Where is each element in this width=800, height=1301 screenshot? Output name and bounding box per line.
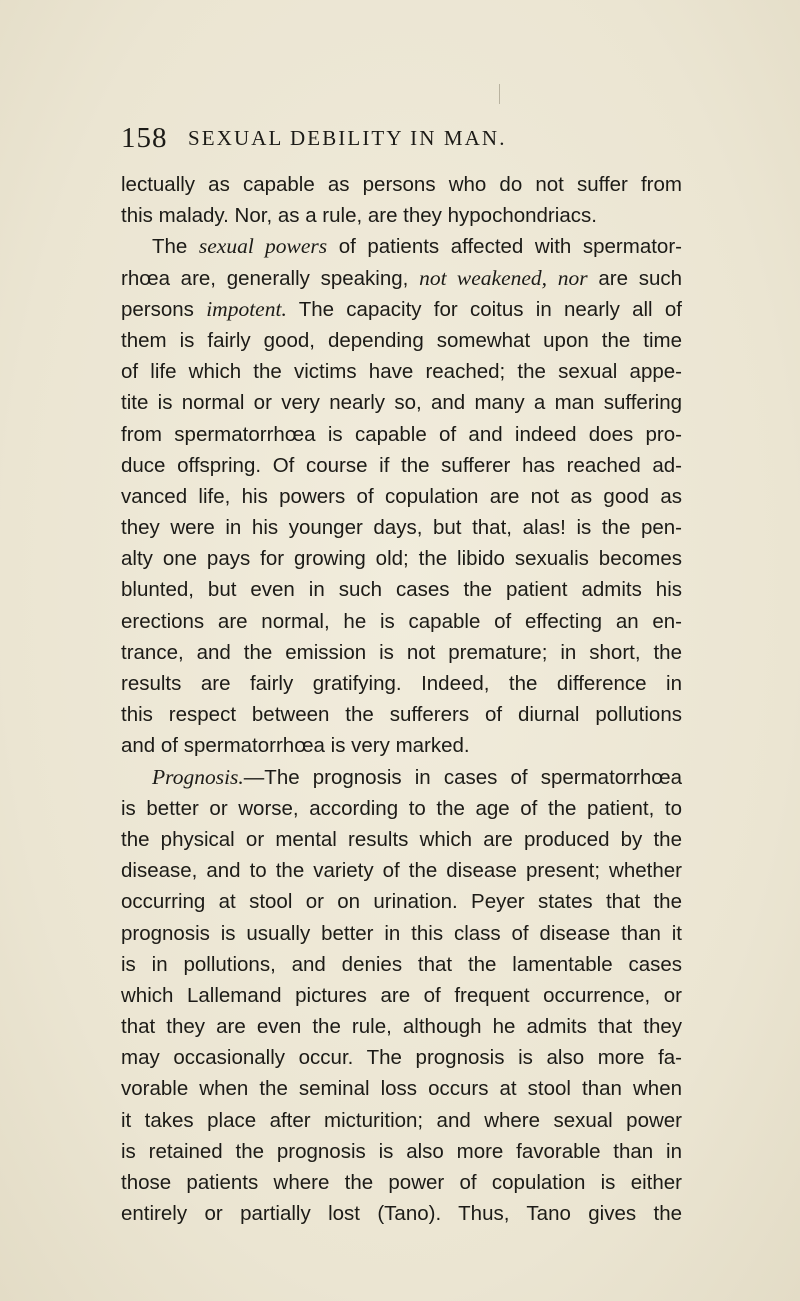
text-line	[121, 263, 682, 294]
text-line: erections are normal, he is capable of effecting an en-	[121, 609, 682, 633]
text-line: is retained the prognosis is also more favorable than in	[121, 1139, 682, 1163]
text-line: of life which the victims have reached; the sexual appe-	[121, 360, 682, 384]
text-line: this respect between the sufferers of diurnal pollutions	[121, 703, 682, 727]
text-line: from spermatorrhœa is capable of and indeed does pro-	[121, 422, 682, 446]
text-run: of patients affected with spermator-	[327, 235, 682, 259]
text-line: that they are even the rule, although he admits that they	[121, 1015, 682, 1039]
paragraph-sexual-powers	[121, 231, 682, 262]
scan-mark	[499, 84, 500, 104]
text-line: blunted, but even in such cases the patient admits his	[121, 578, 682, 602]
text-line: duce offspring. Of course if the sufferer has reached ad-	[121, 453, 682, 477]
italic-word-impotent: impotent.	[206, 296, 287, 321]
text-line: occurring at stool or on urination. Peyer states that the	[121, 890, 682, 914]
text-line: the physical or mental results which are produced by the	[121, 827, 682, 851]
text-line: vorable when the seminal loss occurs at stool than when	[121, 1077, 682, 1101]
running-head: SEXUAL DEBILITY IN MAN.	[188, 126, 507, 150]
italic-phrase-sexual-powers: sexual powers	[198, 234, 328, 259]
text-line: and of spermatorrhœa is very marked.	[121, 734, 470, 758]
body-text	[121, 169, 682, 1229]
text-line: this malady. Nor, as a rule, are they hypochondriacs.	[121, 204, 597, 228]
text-line: disease, and to the variety of the disease present; whether	[121, 859, 682, 883]
text-line: entirely or partially lost (Tano). Thus, Tano gives the	[121, 1202, 682, 1226]
text-line	[121, 294, 682, 325]
text-line: results are fairly gratifying. Indeed, the difference in	[121, 672, 682, 695]
text-line: tite is normal or very nearly so, and many a man suffering	[121, 391, 682, 415]
paragraph-prognosis	[121, 762, 682, 793]
text-line: it takes place after micturition; and where sexual power	[121, 1108, 682, 1132]
text-line: may occasionally occur. The prognosis is also more fa-	[121, 1046, 682, 1070]
text-run	[547, 267, 558, 290]
text-line: prognosis is usually better in this class of disease than it	[121, 921, 682, 945]
text-line: alty one pays for growing old; the libido sexualis becomes	[121, 547, 682, 571]
text-line: those patients where the power of copulation is either	[121, 1171, 682, 1194]
italic-phrase-not-weakened: not weakened,	[419, 265, 548, 290]
page-header	[121, 120, 681, 156]
text-line: vanced life, his powers of copulation are not as good as	[121, 484, 682, 508]
text-line: them is fairly good, depending somewhat upon the time	[121, 328, 682, 352]
text-run: are such	[587, 266, 682, 290]
text-line: which Lallemand pictures are of frequent occurrence, or	[121, 983, 682, 1007]
text-line: is better or worse, according to the age of the patient, to	[121, 796, 682, 820]
text-run: —The prognosis in cases of spermatorrhœa	[243, 765, 682, 789]
text-run: persons	[121, 297, 207, 321]
text-run: rhœa are, generally speaking,	[121, 266, 420, 290]
section-heading-prognosis: Prognosis.	[152, 764, 244, 789]
italic-word-nor: nor	[557, 265, 588, 290]
page-number: 158	[121, 122, 168, 154]
text-line: they were in his younger days, but that, alas! is the pen-	[121, 516, 682, 540]
text-line: trance, and the emission is not premature; in short, the	[121, 640, 682, 664]
text-line: is in pollutions, and denies that the lamentable cases	[121, 952, 682, 976]
text-line: lectually as capable as persons who do not suffer from	[121, 173, 682, 196]
text-run: The capacity for coitus in nearly all of	[286, 297, 682, 321]
text-run: The	[152, 235, 199, 259]
